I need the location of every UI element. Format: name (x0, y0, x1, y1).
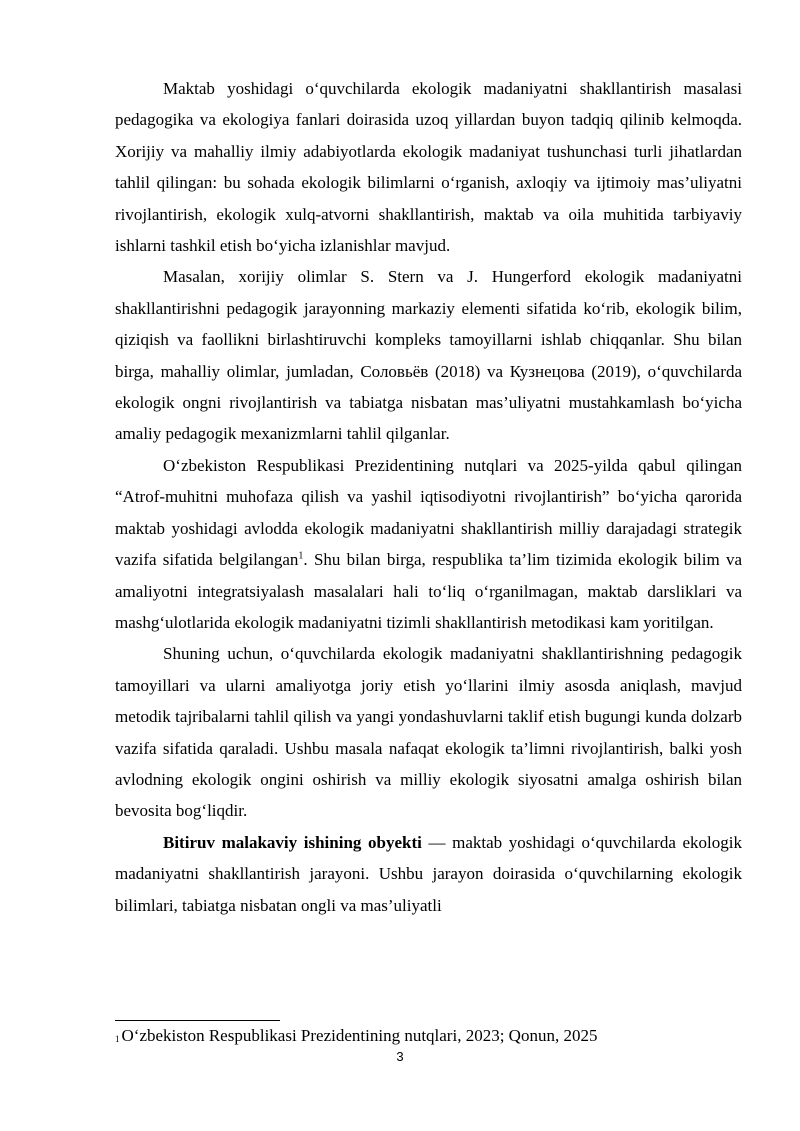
footnote-text: O‘zbekiston Respublikasi Prezidentining nutqlari, 2023; Qonun, 2025 (121, 1026, 598, 1045)
footnote-reference[interactable]: 1 (298, 550, 304, 562)
footnote (115, 1026, 755, 1046)
paragraph-1: Maktab yoshidagi o‘quvchilarda ekologik madaniyatni shakllantirish masalasi pedagogika va ekologiya fanlari doirasida uzoq yillardan buyon tadqiq qilinib kelmoqda. Xorijiy va mahalliy ilmiy adabiyotlarda ekologik madaniyat tushunchasi turli jihatlardan tahlil qilingan: bu sohada ekologik bilimlarni o‘rganish, axloqiy va ijtimoiy mas’uliyatni rivojlantirish, ekologik xulq-atvorni shakllantirish, maktab va oila muhitida tarbiyaviy ishlarni tashkil etish bo‘yicha izlanishlar mavjud. (115, 79, 742, 256)
footnote-marker: 1 (115, 1034, 120, 1044)
body-text (115, 73, 742, 921)
paragraph-3-part-1: O‘zbekiston Respublikasi Prezidentining nutqlari va 2025-yilda qabul qilingan “Atrof-muhitni muhofaza qilish va yashil iqtisodiyotni rivojlantirish” bo‘yicha qarorida maktab yoshidagi avlodda ekologik madaniyatni shakllantirish milliy darajadagi strategik vazifa sifatida belgilangan (115, 455, 742, 570)
footnote-separator (115, 1020, 280, 1021)
object-heading: Bitiruv malakaviy ishining obyekti (163, 832, 422, 852)
paragraph-4: Shuning uchun, o‘quvchilarda ekologik madaniyatni shakllantirishning pedagogik tamoyillari va ularni amaliyotga joriy etish yo‘llarini ilmiy asosda aniqlash, mavjud metodik tajribalarni tahlil qilish va yangi yondashuvlarni taklif etish bugungi kunda dolzarb vazifa sifatida qaraladi. Ushbu masala nafaqat ekologik ta’limni rivojlantirish, balki yosh avlodning ekologik ongini oshirish va milliy ekologik siyosatni amalga oshirish bilan bevosita bog‘liqdir. (115, 644, 742, 821)
paragraph-5 (115, 827, 742, 921)
paragraph-3 (115, 450, 742, 638)
page-number: 3 (396, 1049, 404, 1064)
paragraph-2: Masalan, xorijiy olimlar S. Stern va J. Hungerford ekologik madaniyatni shakllantirishni pedagogik jarayonning markaziy elementi sifatida ko‘rib, ekologik bilim, qiziqish va faollikni birlashtiruvchi kompleks tamoyillarni ishlab chiqqanlar. Shu bilan birga, mahalliy olimlar, jumladan, Соловьёв (2018) va Кузнецова (2019), o‘quvchilarda ekologik ongni rivojlantirish va tabiatga nisbatan mas’uliyatni mustahkamlash bo‘yicha amaliy pedagogik mexanizmlarni tahlil qilganlar. (115, 267, 742, 444)
paragraph-3-part-2: . Shu bilan birga, respublika ta’lim tizimida ekologik bilim va amaliyotni integratsiyalash masalalari hali to‘liq o‘rganilmagan, maktab darsliklari va mashg‘ulotlarida ekologik madaniyatni tizimli shakllantirish metodikasi kam yoritilgan. (115, 550, 742, 632)
paragraph-5-text: — maktab yoshidagi o‘quvchilarda ekologik madaniyatni shakllantirish jarayoni. Ushbu jarayon doirasida o‘quvchilarning ekologik bilimlari, tabiatga nisbatan ongli va mas’uliyatli (115, 832, 742, 915)
